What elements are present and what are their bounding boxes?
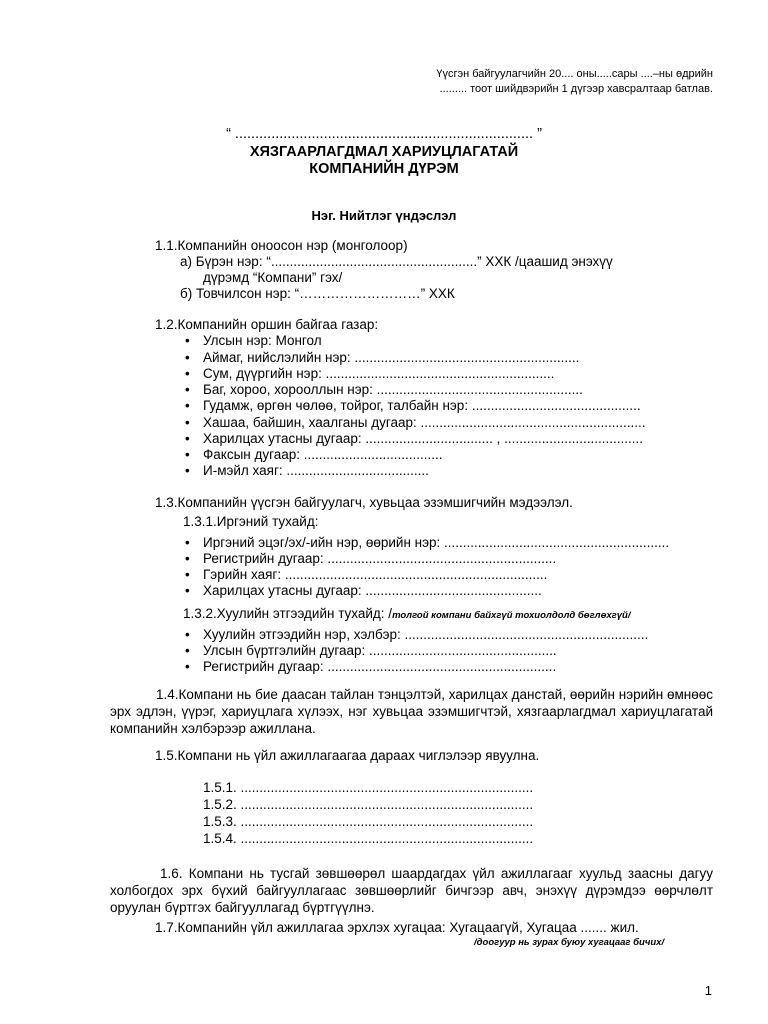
legal-entity-item: • Регистрийн дугаар: .............................................................: [203, 659, 556, 674]
activity-item: 1.5.3. ..............................................................................: [203, 814, 534, 829]
legal-entity-item: • Улсын бүртгэлийн дугаар: ..................................................: [203, 643, 557, 658]
location-item: • Хашаа, байшин, хаалганы дугаар: ............................................................: [203, 415, 646, 430]
location-item: • Сум, дүүргийн нэр: .............................................................: [203, 366, 554, 381]
clause-1-3-2-label: 1.3.2.Хуулийн этгээдийн тухайд: /: [183, 606, 393, 621]
page-number: 1: [704, 983, 712, 998]
activity-item: 1.5.1. ..............................................................................: [203, 780, 534, 795]
clause-1-3-title: 1.3.Компанийн үүсгэн байгуулагч, хувьцаа эзэмшигчийн мэдээлэл.: [155, 495, 573, 510]
clause-1-5-title: 1.5.Компани нь үйл ажиллагаагаа дараах чиглэлээр явуулна.: [155, 748, 540, 763]
approval-note-line2: ......... тоот шийдвэрийн 1 дүгээр хавсралтаар батлав.: [439, 83, 713, 95]
clause-1-7: 1.7.Компанийн үйл ажиллагаа эрхлэх хугацаа: Хугацаагүй, Хугацаа ....... жил.: [155, 920, 639, 935]
document-title-line2: КОМПАНИЙН ДҮРЭМ: [309, 161, 459, 177]
location-item: • Харилцах утасны дугаар: .................................. , .....................................: [203, 431, 643, 446]
location-item: • Баг, хороо, хорооллын нэр: .......................................................: [203, 382, 583, 397]
company-name-blank: “ .......................................................................... ”: [226, 126, 542, 142]
clause-1-1-a-line1: а) Бүрэн нэр: “.......................................................” ХХК /цаашид энэхүү: [180, 254, 613, 269]
location-item: • Гудамж, өргөн чөлөө, тойрог, талбайн нэр: .............................................: [203, 398, 641, 413]
clause-1-3-1-title: 1.3.1.Иргэний тухайд:: [183, 514, 319, 529]
citizen-info-item: • Гэрийн хаяг: ......................................................................: [203, 567, 547, 582]
legal-entity-item: • Хуулийн этгээдийн нэр, хэлбэр: .................................................................: [203, 627, 648, 642]
clause-1-1-b: б) Товчилсон нэр: “………………………” ХХК: [180, 286, 455, 301]
clause-1-1-title: 1.1.Компанийн оноосон нэр (монголоор): [155, 238, 408, 253]
document-title-line1: ХЯЗГААРЛАГДМАЛ ХАРИУЦЛАГАТАЙ: [249, 144, 519, 160]
location-item: • Аймаг, нийслэлийн нэр: ............................................................: [203, 350, 579, 365]
clause-1-6: 1.6. Компани нь тусгай зөвшөөрөл шаардагдах үйл ажиллагааг хуульд заасны дагуу холбогдох эрх бүхий байгууллагаас зөвшөөрлийг бичгээр авч, энэхүү дүрэмдээ өөрчлөлт оруулан бүртгэх байгууллагад бүртгүүлнэ.: [110, 866, 713, 915]
clause-1-3-2-note: толгой компани байхгүй тохиолдолд бөглөхгүй/: [392, 610, 631, 621]
location-item: • Факсын дугаар: .....................................: [203, 447, 443, 462]
clause-1-1-a-line2: дүрэмд “Компани” гэх/: [203, 270, 343, 285]
citizen-info-item: • Харилцах утасны дугаар: ...............................................: [203, 583, 542, 598]
location-item: • Улсын нэр: Монгол: [203, 333, 322, 348]
clause-1-2-title: 1.2.Компанийн оршин байгаа газар:: [155, 317, 379, 332]
clause-1-7-note: /доогуур нь зурах буюу хугацааг бичих/: [474, 937, 665, 948]
clause-1-4: 1.4.Компани нь бие даасан тайлан тэнцэлтэй, харилцах данстай, өөрийн нэрийн өмнөөс эрх эдлэн, үүрэг, хариуцлага хүлээх, нэг хувьцаа эзэмшигчтэй, хязгаарлагдмал хариуцлагатай компанийн хэлбэрээр ажиллана.: [110, 687, 713, 736]
clause-1-3-2-title: [183, 606, 630, 621]
location-item: • И-мэйл хаяг: ......................................: [203, 463, 429, 478]
section-heading: Нэг. Нийтлэг үндэслэл: [311, 208, 457, 223]
citizen-info-item: • Регистрийн дугаар: .............................................................: [203, 551, 556, 566]
citizen-info-item: • Иргэний эцэг/эх/-ийн нэр, өөрийн нэр: ............................................................: [203, 535, 669, 550]
approval-note-line1: Үүсгэн байгуулагчийн 20.... оны.....сары ....–ны өдрийн: [436, 68, 713, 80]
activity-item: 1.5.2. ..............................................................................: [203, 797, 534, 812]
activity-item: 1.5.4. ..............................................................................: [203, 831, 534, 846]
